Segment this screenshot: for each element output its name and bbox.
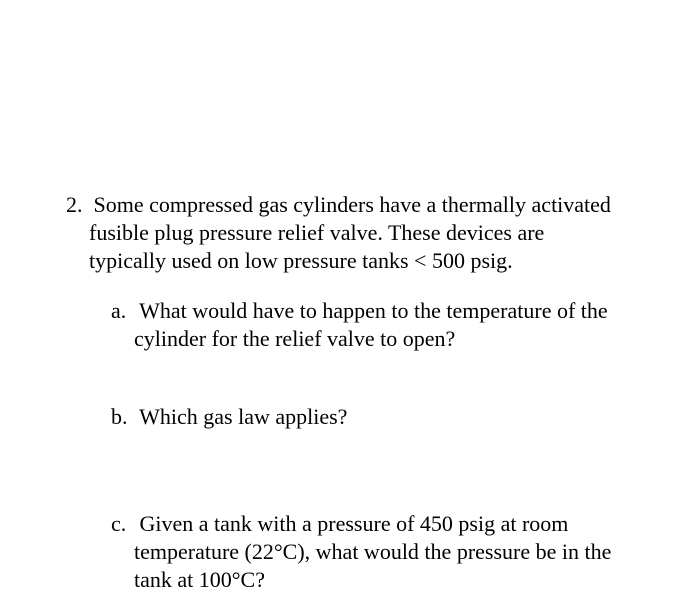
question-text-line-1: Some compressed gas cylinders have a thermally activated [93,192,611,217]
question-text-line-3: typically used on low pressure tanks < 500 psig. [89,248,513,273]
part-c-text-line-3: tank at 100°C? [134,567,265,592]
part-c [111,510,671,594]
part-c-line-1 [111,510,671,538]
part-a-text-line-2: cylinder for the relief valve to open? [134,326,456,351]
part-a-line-1 [111,297,671,325]
part-b [111,403,671,431]
part-b-label: b. [111,404,128,429]
question-number: 2. [66,192,83,217]
question-text-line-2: fusible plug pressure relief valve. These devices are [89,220,545,245]
part-c-label: c. [111,511,127,536]
part-a-label: a. [111,298,127,323]
question-2 [66,191,666,275]
part-b-text-line-1: Which gas law applies? [139,404,348,429]
part-a-text-line-1: What would have to happen to the temperature of the [139,298,608,323]
question-line-1 [66,191,666,219]
part-c-text-line-1: Given a tank with a pressure of 450 psig at room [139,511,569,536]
part-b-line-1 [111,403,671,431]
part-c-text-line-2: temperature (22°C), what would the pressure be in the [134,539,612,564]
part-a [111,297,671,353]
